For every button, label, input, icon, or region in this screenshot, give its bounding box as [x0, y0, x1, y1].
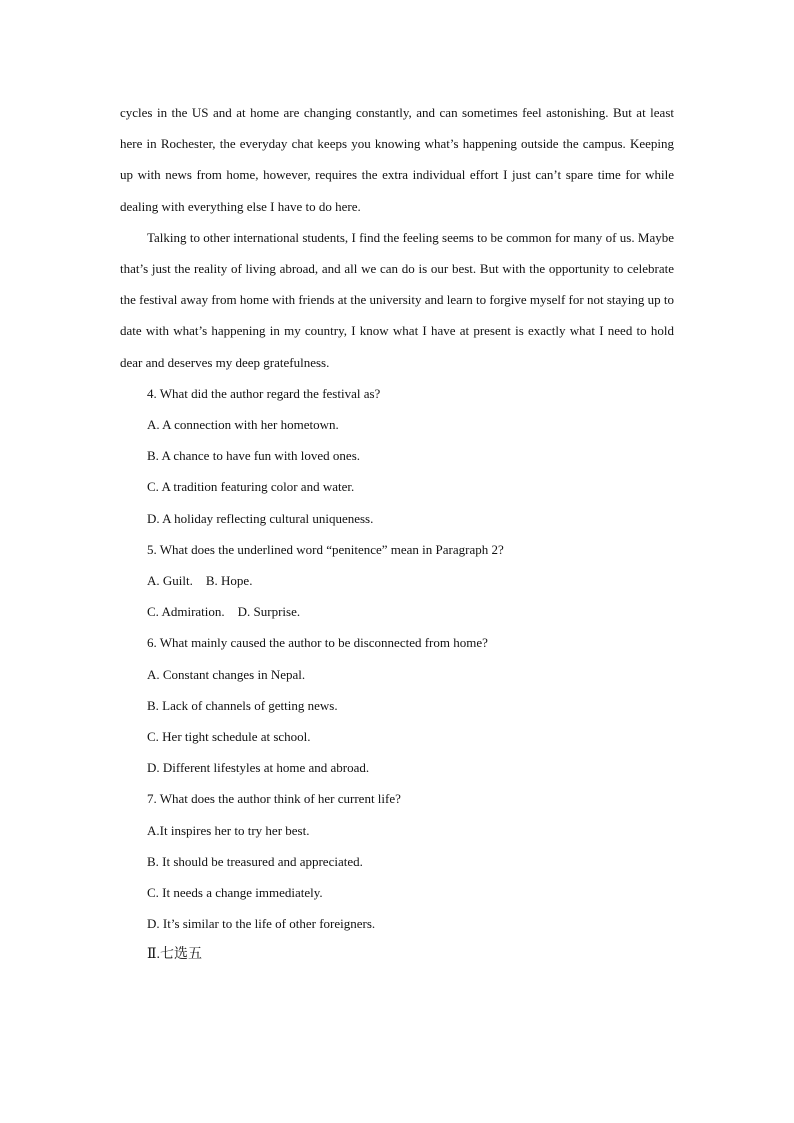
question-stem: 4. What did the author regard the festival as?	[147, 385, 381, 401]
question-stem: 7. What does the author think of her current life?	[147, 791, 401, 807]
answer-option: A. Constant changes in Nepal.	[147, 666, 306, 682]
answer-option: D. It’s similar to the life of other foreigners.	[147, 916, 376, 932]
answer-option: B. Lack of channels of getting news.	[147, 697, 338, 713]
passage-paragraph-1: cycles in the US and at home are changing constantly, and can sometimes feel astonishing. But at least here in Rochester, the everyday chat keeps you knowing what’s happening outside the campus. Keeping up with news from home, however, requires the extra individual effort I just can’t spare time for while dealing with everything else I have to do here.	[120, 105, 674, 214]
section-heading: Ⅱ.七选五	[147, 947, 203, 963]
passage-paragraph-2: Talking to other international students, I find the feeling seems to be common for many of us. Maybe that’s just the reality of living abroad, and all we can do is our best. But with the opportunity to celebrate the festival away from home with friends at the university and learn to forgive myself for not staying up to date with what’s happening in my country, I know what I have at present is exactly what I need to hold dear and deserves my deep gratefulness.	[120, 229, 674, 370]
answer-option: D. Different lifestyles at home and abroad.	[147, 760, 370, 776]
question-5	[120, 534, 674, 628]
answer-options-row: A. Guilt. B. Hope.	[147, 573, 253, 589]
question-4	[120, 378, 674, 534]
question-stem: 5. What does the underlined word “penitence” mean in Paragraph 2?	[147, 541, 504, 557]
question-6	[120, 627, 674, 783]
question-7	[120, 783, 674, 939]
answer-option: B. It should be treasured and appreciated.	[147, 853, 363, 869]
answer-option: D. A holiday reflecting cultural uniqueness.	[147, 510, 374, 526]
document-page	[120, 97, 674, 971]
answer-option: B. A chance to have fun with loved ones.	[147, 448, 361, 464]
answer-option: C. It needs a change immediately.	[147, 885, 323, 901]
answer-options-row: C. Admiration. D. Surprise.	[147, 604, 301, 620]
answer-option: A.It inspires her to try her best.	[147, 822, 310, 838]
answer-option: C. Her tight schedule at school.	[147, 729, 311, 745]
answer-option: C. A tradition featuring color and water.	[147, 479, 355, 495]
question-stem: 6. What mainly caused the author to be disconnected from home?	[147, 635, 488, 651]
answer-option: A. A connection with her hometown.	[147, 417, 339, 433]
